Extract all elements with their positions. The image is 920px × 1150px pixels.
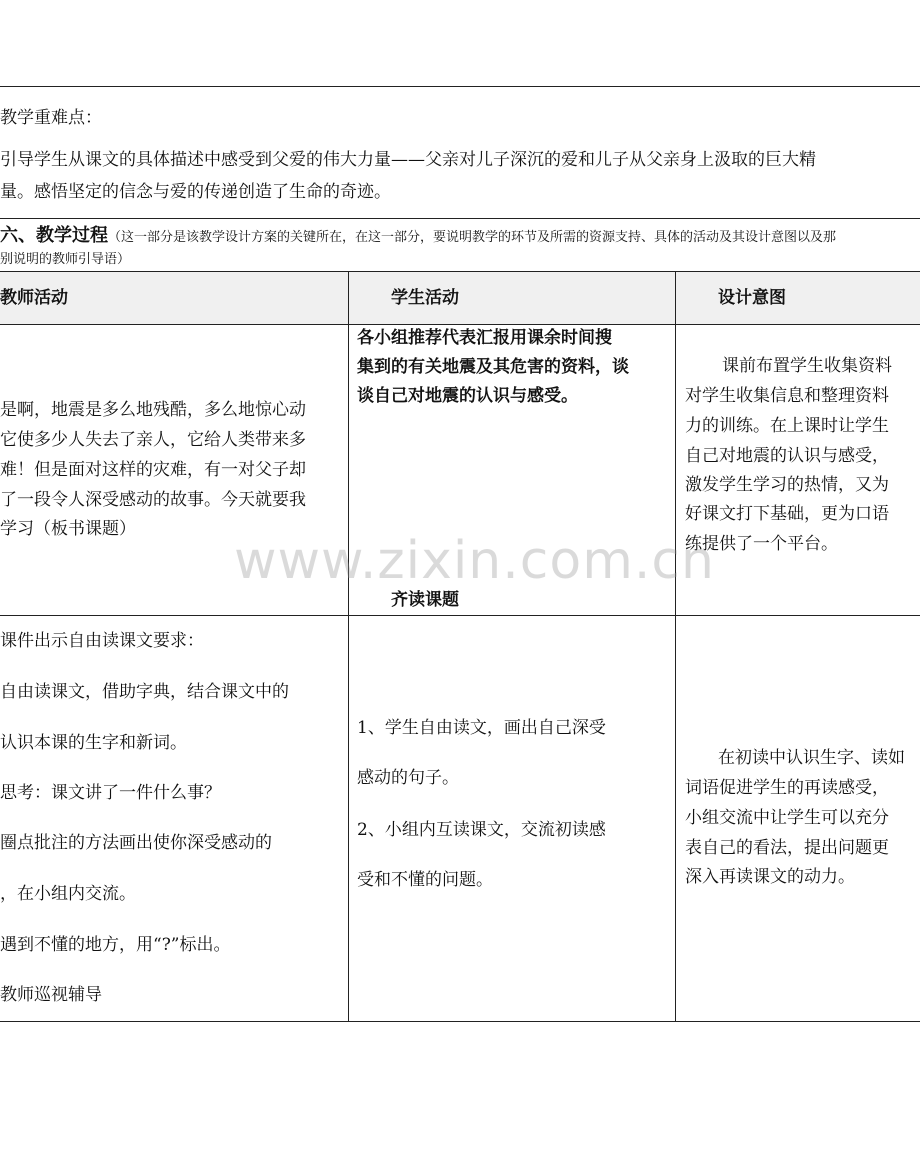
row2-teacher-line-2: 自由读课文，借助字典，结合课文中的 [0, 682, 289, 702]
table-header-bottom-border [0, 324, 920, 325]
row1-student-line-3: 谈自己对地震的认识与感受。 [357, 386, 578, 406]
row1-design-line-4: 自己对地震的认识与感受， [685, 446, 889, 466]
row2-student-line-1: 1、学生自由读文，画出自己深受 [357, 718, 606, 738]
table-column-divider-2 [675, 271, 676, 1021]
row2-design-line-4: 表自己的看法，提出问题更 [685, 838, 889, 858]
top-rule [0, 86, 920, 87]
row2-teacher-line-1: 课件出示自由读课文要求： [0, 631, 204, 651]
row2-design-line-1: 在初读中认识生字、读如 [718, 748, 905, 768]
row2-design-line-3: 小组交流中让学生可以充分 [685, 808, 889, 828]
row2-student-line-4: 受和不懂的问题。 [357, 870, 493, 890]
row1-teacher-line-1: 是啊，地震是多么地残酷，多么地惊心动 [0, 400, 306, 420]
row1-student-read-title: 齐读课题 [391, 590, 459, 610]
row1-design-line-6: 好课文打下基础，更为口语 [685, 504, 889, 524]
row2-teacher-line-8: 教师巡视辅导 [0, 985, 102, 1005]
row2-teacher-line-4: 思考：课文讲了一件什么事？ [0, 783, 221, 803]
row2-design-line-5: 深入再读课文的动力。 [685, 867, 855, 887]
header-design-intent: 设计意图 [718, 288, 786, 308]
section5-title: 教学重难点： [0, 108, 102, 128]
table-bottom-border [0, 1021, 920, 1022]
row2-student-line-3: 2、小组内互读课文，交流初读感 [357, 820, 606, 840]
row1-design-line-3: 力的训练。在上课时让学生 [685, 416, 889, 436]
watermark: www.zixin.com.cn [234, 531, 715, 591]
section6-note-2: 别说明的教师引导语） [0, 252, 131, 267]
table-top-border [0, 271, 920, 272]
table-column-divider-1 [348, 271, 349, 1021]
row1-student-line-1: 各小组推荐代表汇报用课余时间搜 [357, 328, 612, 348]
row1-teacher-line-2: 它使多少人失去了亲人，它给人类带来多 [0, 430, 306, 450]
row2-teacher-line-5: 圈点批注的方法画出使你深受感动的 [0, 833, 272, 853]
row2-student-line-2: 感动的句子。 [357, 768, 459, 788]
section6-title: 六、教学过程 [0, 225, 108, 246]
row1-design-line-1: 课前布置学生收集资料 [722, 356, 892, 376]
row1-student-line-2: 集到的有关地震及其危害的资料，谈 [357, 357, 629, 377]
header-student-activity: 学生活动 [391, 288, 459, 308]
section6-rule [0, 218, 920, 219]
row1-design-line-2: 对学生收集信息和整理资料 [685, 386, 889, 406]
section5-line-1: 引导学生从课文的具体描述中感受到父爱的伟大力量——父亲对儿子深沉的爱和儿子从父亲身上汲取的巨大精 [0, 150, 816, 170]
row2-design-line-2: 词语促进学生的再读感受， [685, 778, 889, 798]
table-row1-bottom-border [0, 615, 920, 616]
row1-teacher-line-5: 学习（板书课题） [0, 519, 136, 539]
section6-note-1: （这一部分是该教学设计方案的关键所在，在这一部分，要说明教学的环节及所需的资源支持、具体的活动及其设计意图以及那 [108, 230, 837, 245]
row2-teacher-line-3: 认识本课的生字和新词。 [0, 733, 187, 753]
row2-teacher-line-7: 遇到不懂的地方，用“?”标出。 [0, 935, 231, 955]
row2-teacher-line-6: ，在小组内交流。 [0, 884, 136, 904]
section6-heading [0, 226, 836, 248]
row1-design-line-5: 激发学生学习的热情，又为 [685, 475, 889, 495]
header-teacher-activity: 教师活动 [0, 288, 68, 308]
row1-design-line-7: 练提供了一个平台。 [685, 534, 838, 554]
row1-teacher-line-3: 难！但是面对这样的灾难，有一对父子却 [0, 460, 306, 480]
row1-teacher-line-4: 了一段令人深受感动的故事。今天就要我 [0, 490, 306, 510]
section5-line-2: 量。感悟坚定的信念与爱的传递创造了生命的奇迹。 [0, 182, 391, 202]
